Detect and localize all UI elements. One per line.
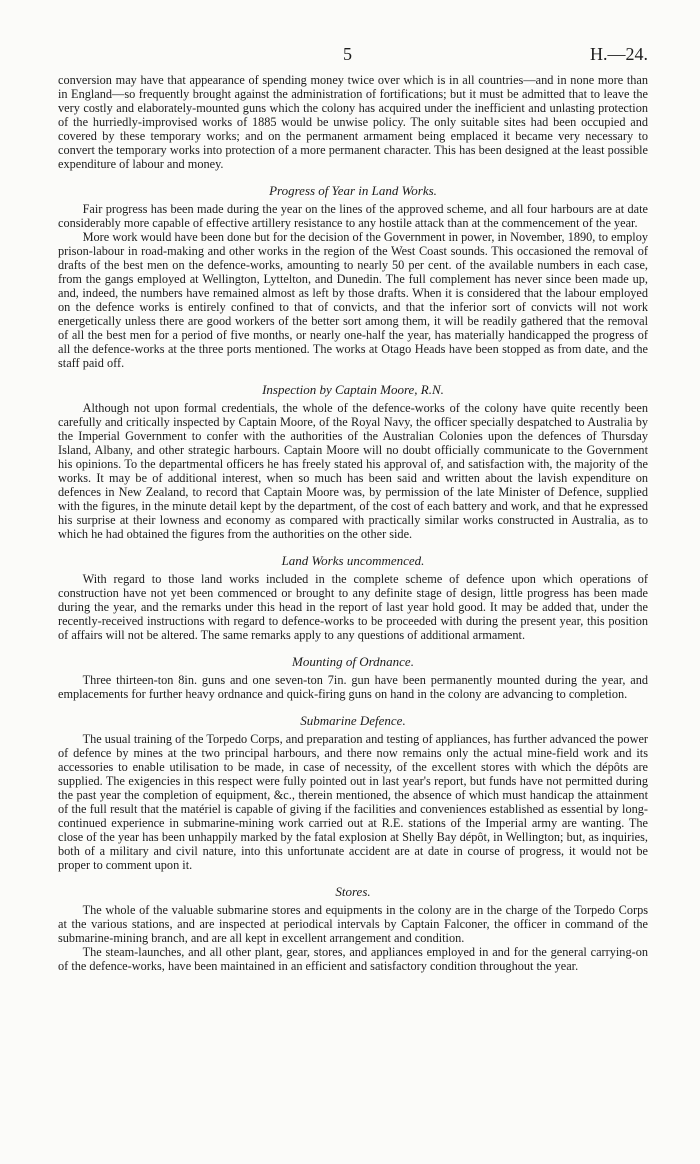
paragraph-progress-1: Fair progress has been made during the year on the lines of the approved scheme, and all four harbours are at date considerably more capable of effective artillery resistance to any hostile attack than at the commencement of the year. bbox=[58, 202, 648, 230]
paragraph-inspection-1: Although not upon formal credentials, the whole of the defence-works of the colony have quite recently been carefully and critically inspected by Captain Moore, of the Royal Navy, the officer specially despatched to Australia by the Imperial Government to confer with the authorities of the Australian Colonies upon the defences of Thursday Island, Albany, and other strategic harbours. Captain Moore will no doubt officially communicate to the Government his opinions. To the departmental officers he has freely stated his approval of, and satisfaction with, the majority of the works. It may be of additional interest, when so much has been said and written about the lavish expenditure on defences in New Zealand, to record that Captain Moore was, by permission of the late Minister of Defence, supplied with the figures, in the minute detail kept by the department, of the cost of each battery and work, and that he expressed his surprise at their lowness and economy as compared with practically similar works constructed in Australia, as to which he had obtained the figures from the authorities on the other side. bbox=[58, 401, 648, 541]
section-heading-submarine: Submarine Defence. bbox=[300, 713, 406, 728]
section-heading-progress: Progress of Year in Land Works. bbox=[269, 183, 437, 198]
paragraph-stores-2: The steam-launches, and all other plant, gear, stores, and appliances employed in and for the general carrying-on of the defence-works, have been maintained in an efficient and satisfactory condition throughout the year. bbox=[58, 945, 648, 973]
paragraph-ordnance-1: Three thirteen-ton 8in. guns and one seven-ton 7in. gun have been permanently mounted during the year, and emplacements for further heavy ordnance and quick-firing guns on hand in the colony are advancing to completion. bbox=[58, 673, 648, 701]
page-number: 5 bbox=[343, 44, 352, 64]
paragraph-submarine-1: The usual training of the Torpedo Corps, and preparation and testing of appliances, has further advanced the power of defence by mines at the two principal harbours, and there now remains only the actual mine-field work and its accessories to enable utilisation to be made, in case of necessity, of the excellent stores with which the dépôts are supplied. The exigencies in this respect were fully pointed out in last year's report, but funds have not permitted during the past year the completion of equipment, &c., therein mentioned, the absence of which must handicap the attainment of the full result that the matériel is capable of giving if the facilities and conveniences established as essential by long-continued experience in submarine-mining work carried out at R.E. stations of the Imperial army are wanting. The close of the year has been unhappily marked by the fatal explosion at Shelly Bay dépôt, in Wellington; but, as inquiries, both of a military and civil nature, into this unfortunate accident are at date in course of progress, it would not be proper to comment upon it. bbox=[58, 732, 649, 872]
paragraph-intro: conversion may have that appearance of spending money twice over which is in all countries—and in none more than in England—so frequently brought against the administration of fortifications; but it must be admitted that to leave the very costly and elaborately-mounted guns which the colony has acquired under the inefficient and unlasting protection of the hurriedly-improvised works of 1885 would be unwise policy. The only suitable sites had been occupied and covered by these temporary works; and on the permanent armament being emplaced it became very necessary to convert the temporary works into protection of a more permanent character. This has been designed at the least possible expenditure of labour and money. bbox=[58, 73, 648, 171]
paragraph-progress-2: More work would have been done but for the decision of the Government in power, in November, 1890, to employ prison-labour in road-making and other works in the region of the West Coast sounds. This occasioned the removal of drafts of the best men on the defence-works, amounting to nearly 50 per cent. of the available numbers in each case, from the gangs employed at Wellington, Lyttelton, and Dunedin. The full complement has never since been made up, and, indeed, the numbers have remained almost as left by those drafts. When it is considered that the labour employed on the defence works is entirely confined to that of convicts, and that the inferior sort of convicts will not work energetically unless there are good workers of the better sort among them, it will be readily gathered that the removal of all the best men for a period of five months, or nearly one-half the year, has materially handicapped the progress of all the defence-works at the three ports mentioned. The works at Otago Heads have been stopped as from date, and the staff paid off. bbox=[58, 230, 648, 370]
section-heading-ordnance: Mounting of Ordnance. bbox=[292, 654, 414, 669]
section-heading-stores: Stores. bbox=[335, 884, 371, 899]
paragraph-stores-1: The whole of the valuable submarine stores and equipments in the colony are in the charge of the Torpedo Corps at the various stations, and are inspected at periodical intervals by Captain Falconer, the officer in command of the submarine-mining branch, and are all kept in excellent arrangement and condition. bbox=[58, 903, 648, 945]
paragraph-uncommenced-1: With regard to those land works included in the complete scheme of defence upon which operations of construction have not yet been commenced or brought to any definite stage of design, little progress has been made during the year, and the remarks under this head in the report of last year hold good. It may be added that, under the recently-received instructions with regard to defence-works to be proceeded with during the present year, this position of affairs will not be altered. The same remarks apply to any questions of additional armament. bbox=[58, 572, 648, 642]
document-body bbox=[58, 73, 648, 973]
section-heading-inspection: Inspection by Captain Moore, R.N. bbox=[262, 382, 444, 397]
document-reference: H.—24. bbox=[590, 44, 648, 64]
page-header bbox=[56, 44, 648, 66]
section-heading-uncommenced: Land Works uncommenced. bbox=[281, 553, 425, 568]
